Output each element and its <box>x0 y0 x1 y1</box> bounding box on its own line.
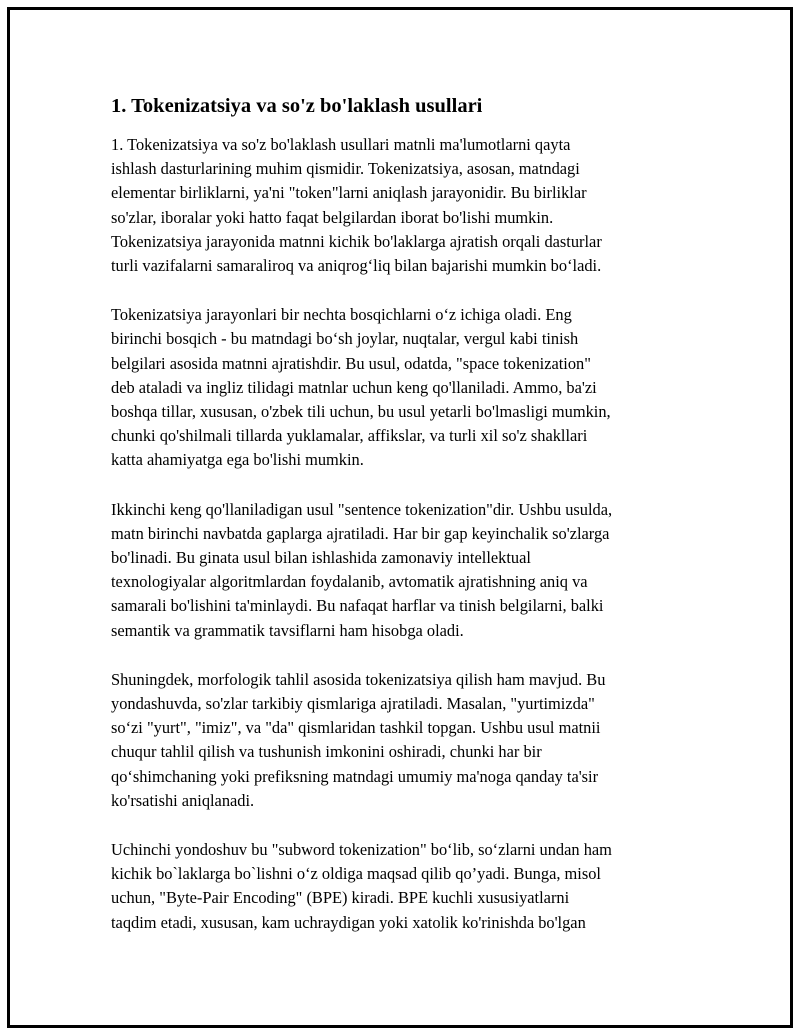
paragraph-line: deb ataladi va ingliz tilidagi matnlar uchun keng qo'llaniladi. Ammo, ba'zi <box>111 377 597 397</box>
paragraph-line: taqdim etadi, xususan, kam uchraydigan yoki xatolik ko'rinishda bo'lgan <box>111 912 586 932</box>
paragraph-line: Uchinchi yondoshuv bu "subword tokenization" bo‘lib, so‘zlarni undan ham <box>111 840 612 860</box>
paragraph-4 <box>111 668 686 813</box>
paragraph-line: 1. Tokenizatsiya va so'z bo'laklash usullari matnli ma'lumotlarni qayta <box>111 135 571 154</box>
paragraph-line: chuqur tahlil qilish va tushunish imkonini oshiradi, chunki har bir <box>111 742 542 762</box>
paragraph-line: semantik va grammatik tavsiflarni ham hisobga oladi. <box>111 620 464 640</box>
paragraph-line: kichik bo`laklarga bo`lishni o‘z oldiga maqsad qilib qo’yadi. Bunga, misol <box>111 864 601 884</box>
paragraph-line: ko'rsatishi aniqlanadi. <box>111 790 255 810</box>
document-body <box>111 93 686 960</box>
paragraph-line: matn birinchi navbatda gaplarga ajratiladi. Har bir gap keyinchalik so'zlarga <box>111 523 610 543</box>
paragraph-1 <box>111 133 686 278</box>
paragraph-line: Shuningdek, morfologik tahlil asosida tokenizatsiya qilish ham mavjud. Bu <box>111 669 606 689</box>
paragraph-line: elementar birliklarni, ya'ni "token"larni aniqlash jarayonidir. Bu birliklar <box>111 183 587 203</box>
paragraph-line: bo'linadi. Bu ginata usul bilan ishlashida zamonaviy intellektual <box>111 548 531 568</box>
paragraph-line: uchun, "Byte-Pair Encoding" (BPE) kiradi. BPE kuchli xususiyatlarni <box>111 888 570 908</box>
section-heading: 1. Tokenizatsiya va so'z bo'laklash usullari <box>111 95 483 117</box>
paragraph-line: Tokenizatsiya jarayonida matnni kichik bo'laklarga ajratish orqali dasturlar <box>111 231 602 251</box>
paragraph-line: boshqa tillar, xususan, o'zbek tili uchun, bu usul yetarli bo'lmasligi mumkin, <box>111 402 611 422</box>
paragraph-line: belgilari asosida matnni ajratishdir. Bu usul, odatda, "space tokenization" <box>111 353 591 373</box>
paragraph-line: birinchi bosqich - bu matndagi bo‘sh joylar, nuqtalar, vergul kabi tinish <box>111 329 579 349</box>
paragraph-line: Ikkinchi keng qo'llaniladigan usul "sentence tokenization"dir. Ushbu usulda, <box>111 499 613 519</box>
paragraph-line: ishlash dasturlarining muhim qismidir. Tokenizatsiya, asosan, matndagi <box>111 159 580 179</box>
paragraph-2 <box>111 303 686 472</box>
paragraph-line: qo‘shimchaning yoki prefiksning matndagi umumiy ma'noga qanday ta'sir <box>111 766 599 786</box>
paragraph-3 <box>111 498 686 643</box>
paragraph-line: samarali bo'lishini ta'minlaydi. Bu nafaqat harflar va tinish belgilarni, balki <box>111 596 604 616</box>
paragraph-line: katta ahamiyatga ega bo'lishi mumkin. <box>111 450 364 470</box>
paragraph-line: so‘zi "yurt", "imiz", va "da" qismlaridan tashkil topgan. Ushbu usul matnii <box>111 718 601 738</box>
paragraph-line: texnologiyalar algoritmlardan foydalanib, avtomatik ajratishning aniq va <box>111 572 588 592</box>
paragraph-line: chunki qo'shilmali tillarda yuklamalar, affikslar, va turli xil so'z shakllari <box>111 426 588 446</box>
paragraph-5 <box>111 838 686 935</box>
paragraph-line: yondashuvda, so'zlar tarkibiy qismlariga ajratiladi. Masalan, "yurtimizda" <box>111 694 595 714</box>
paragraph-line: Tokenizatsiya jarayonlari bir nechta bosqichlarni o‘z ichiga oladi. Eng <box>111 305 572 325</box>
paragraph-line: so'zlar, iboralar yoki hatto faqat belgilardan iborat bo'lishi mumkin. <box>111 207 554 227</box>
paragraph-line: turli vazifalarni samaraliroq va aniqrog‘liq bilan bajarishi mumkin bo‘ladi. <box>111 256 602 276</box>
